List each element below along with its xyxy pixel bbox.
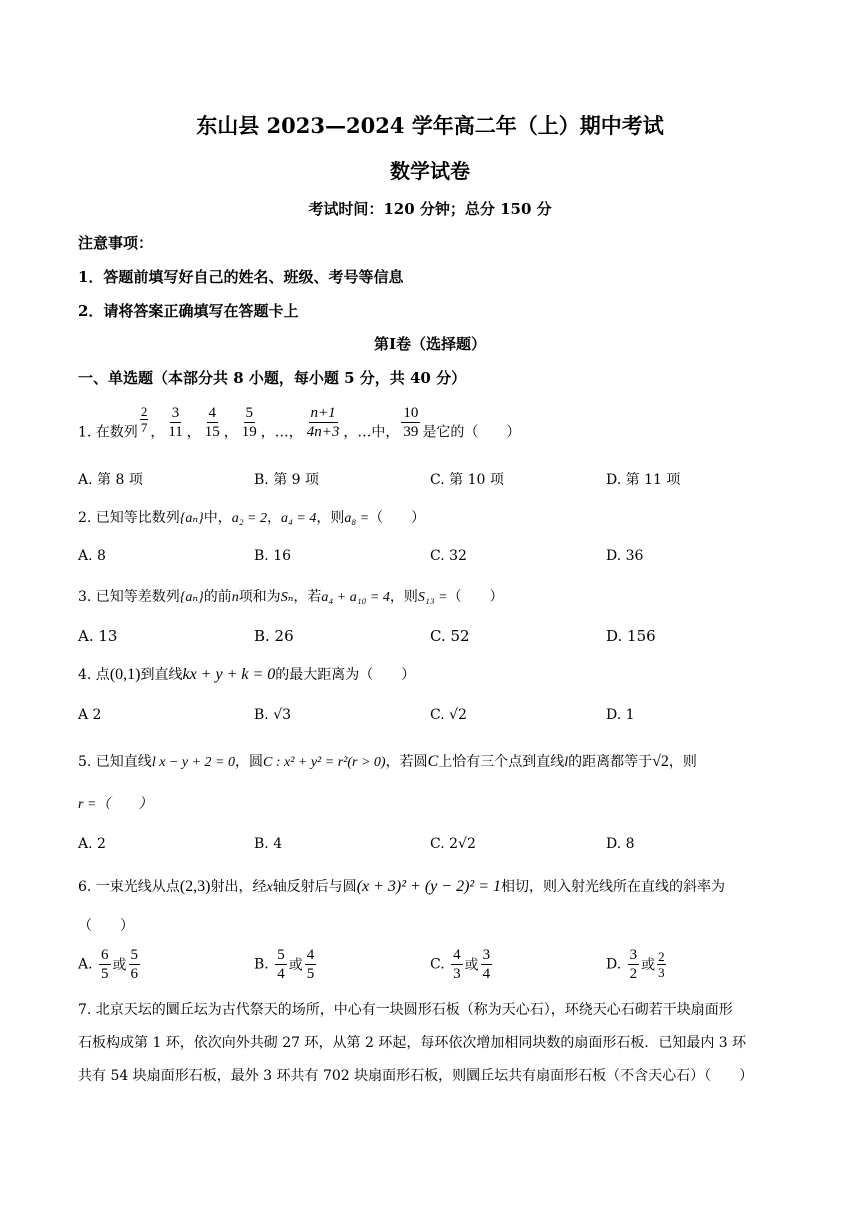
q1-frac-3: $\frac{4}{15}$ — [204, 405, 220, 440]
q6-option-c: C. $\frac{4}{3}$ 或 $\frac{3}{4}$ — [430, 947, 491, 982]
q6-option-b: B. $\frac{5}{4}$ 或 $\frac{4}{5}$ — [254, 947, 315, 982]
q6-option-d: D. $\frac{3}{2}$ 或 $\frac{2}{3}$ — [606, 947, 665, 982]
q4-option-d: D. 1 — [606, 707, 635, 723]
q1-option-b: B. 第 9 项 — [254, 472, 319, 488]
q1-prefix: 1. 在数列 — [78, 424, 138, 441]
q1-option-c: C. 第 10 项 — [430, 472, 504, 488]
q1-frac-target: $\frac{10}{39}$ — [403, 405, 419, 440]
question-6: 6. 一束光线从点(2,3)射出，经x轴反射后与圆(x + 3)² + (y − 2)² = 1相切，则入射光线所在直线的斜率为 — [78, 878, 725, 895]
question-5-line2: r =（ ） — [78, 797, 153, 812]
question-1: 1. 在数列 $\frac{2}{7}$ ， $\frac{3}{11}$ ， $\frac{4}{15}$ ， $\frac{5}{19}$ ，…， $\frac{n+1}{4n+3}$ ，…中， $\frac{10}{39}$ 是它的（ ） — [78, 404, 521, 441]
q6-option-a: A. $\frac{6}{5}$ 或 $\frac{5}{6}$ — [78, 947, 139, 982]
section1-title: 一、单选题（本部分共 8 小题，每小题 5 分，共 40 分） — [78, 369, 467, 387]
q4-option-b: B. √3 — [254, 707, 292, 723]
volume-title: 第Ⅰ卷（选择题） — [373, 335, 487, 353]
q2-option-d: D. 36 — [606, 548, 644, 564]
q4-option-a: A 2 — [78, 707, 102, 723]
note-item-2: 2．请将答案正确填写在答题卡上 — [78, 302, 299, 320]
q1-frac-1: $\frac{2}{7}$ — [140, 404, 148, 435]
q2-option-b: B. 16 — [254, 548, 292, 564]
question-4: 4. 点(0,1)到直线kx + y + k = 0的最大距离为（ ） — [78, 666, 416, 683]
notes-heading: 注意事项： — [78, 234, 154, 252]
q3-option-b: B. 26 — [254, 627, 294, 645]
question-7-line2: 石板构成第 1 环，依次向外共砌 27 环，从第 2 环起，每环依次增加相同块数的扇面形石板．已知最内 3 环 — [78, 1035, 747, 1051]
exam-title: 东山县 2023—2024 学年高二年（上）期中考试 — [196, 113, 664, 138]
q1-frac-4: $\frac{5}{19}$ — [241, 405, 257, 440]
q5-option-b: B. 4 — [254, 836, 283, 852]
note-item-1: 1．答题前填写好自己的姓名、班级、考号等信息 — [78, 268, 404, 286]
question-7-line1: 7. 北京天坛的圜丘坛为古代祭天的场所，中心有一块圆形石板（称为天心石），环绕天心石砌若干块扇面形 — [78, 1002, 733, 1018]
q3-option-a: A. 13 — [78, 627, 118, 645]
q1-frac-general: $\frac{n+1}{4n+3}$ — [306, 405, 340, 440]
q1-option-d: D. 第 11 项 — [606, 472, 681, 488]
q1-frac-2: $\frac{3}{11}$ — [168, 405, 183, 440]
q5-option-c: C. 2√2 — [430, 836, 476, 852]
q5-option-d: D. 8 — [606, 836, 635, 852]
question-5: 5. 已知直线l x − y + 2 = 0，圆C : x² + y² = r²(r > 0)，若圆C上恰有三个点到直线l的距离都等于√2，则 — [78, 753, 697, 770]
q2-option-c: C. 32 — [430, 548, 467, 564]
question-6-line2: （ ） — [78, 918, 134, 934]
q2-option-a: A. 8 — [78, 548, 106, 564]
q3-option-c: C. 52 — [430, 627, 470, 645]
q3-option-d: D. 156 — [606, 627, 656, 645]
question-7-line3: 共有 54 块扇面形石板，最外 3 环共有 702 块扇面形石板，则圜丘坛共有扇面形石板（不含天心石）（ ） — [78, 1068, 754, 1084]
q5-option-a: A. 2 — [78, 836, 106, 852]
question-2: 2. 已知等比数列{aₙ}中，a₂ = 2，a₄ = 4，则a₈ =（ ） — [78, 510, 426, 526]
q1-option-a: A. 第 8 项 — [78, 472, 143, 488]
exam-subject: 数学试卷 — [390, 159, 470, 183]
exam-time-info: 考试时间：120 分钟；总分 150 分 — [308, 200, 552, 218]
q4-option-c: C. √2 — [430, 707, 467, 723]
question-3: 3. 已知等差数列{aₙ}的前n项和为Sₙ，若a₄ + a₁₀ = 4，则S₁₃ =（ ） — [78, 589, 504, 605]
